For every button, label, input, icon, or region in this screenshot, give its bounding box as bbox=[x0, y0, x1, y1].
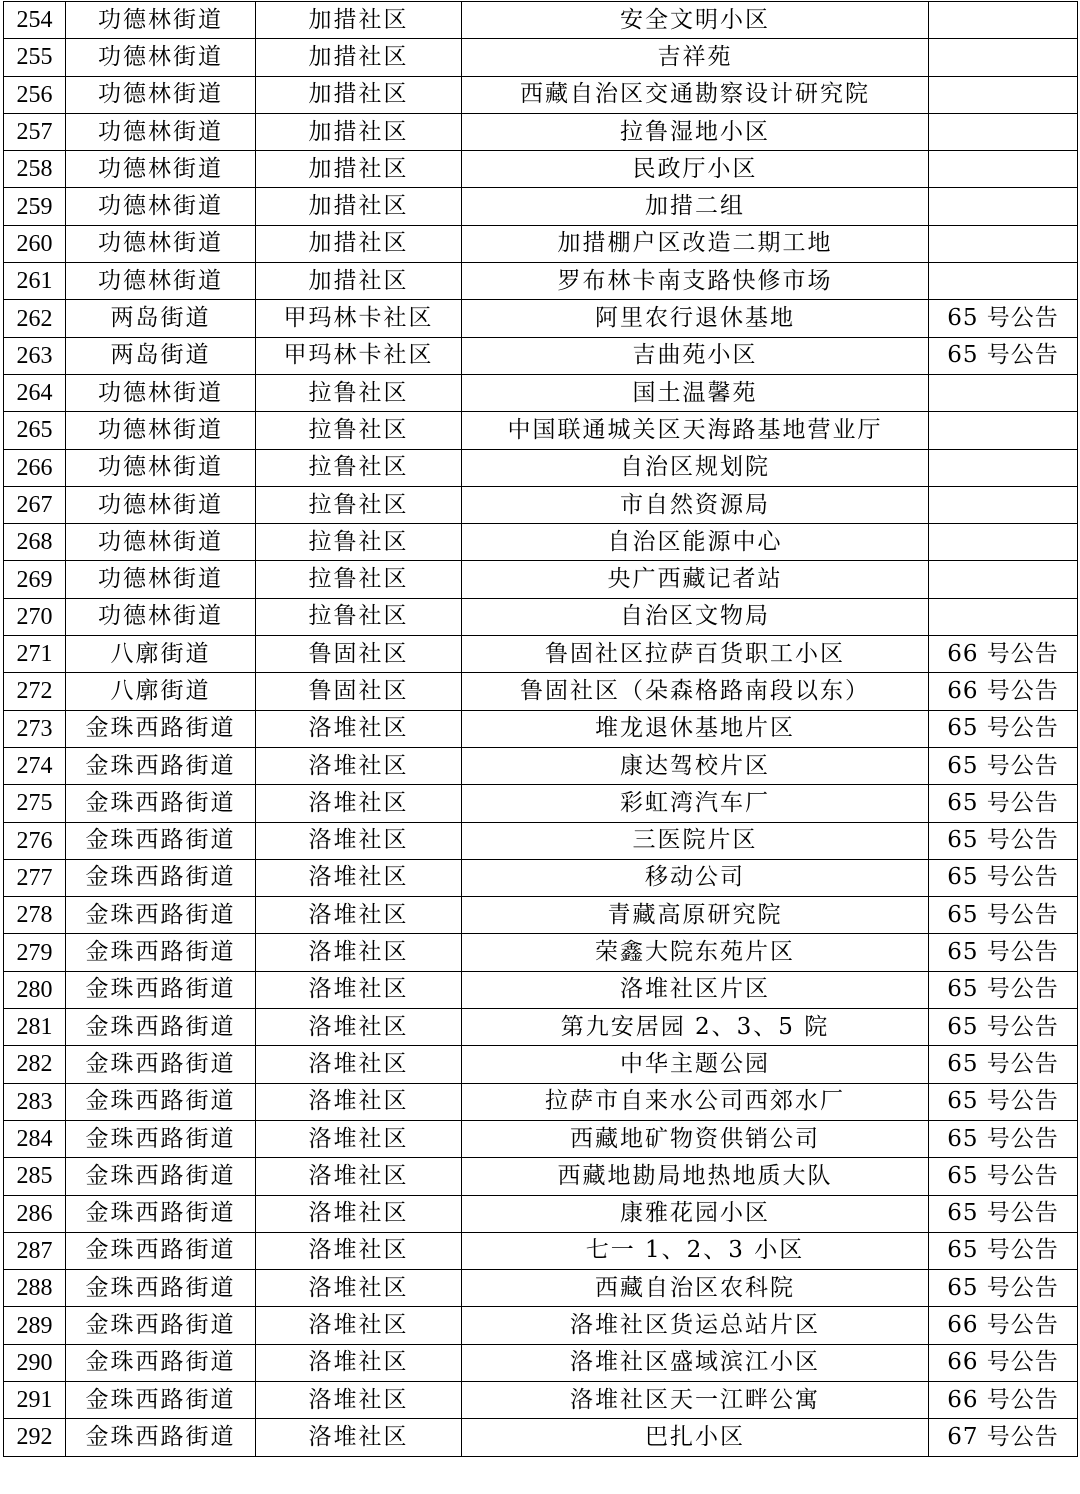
community-cell: 甲玛林卡社区 bbox=[256, 300, 462, 337]
street-cell: 功德林街道 bbox=[66, 374, 256, 411]
notice-cell bbox=[929, 188, 1078, 225]
notice-cell bbox=[929, 151, 1078, 188]
table-row bbox=[4, 1270, 1078, 1307]
row-number-cell: 284 bbox=[4, 1120, 66, 1157]
table-row bbox=[4, 1419, 1078, 1456]
row-number-cell: 254 bbox=[4, 2, 66, 39]
row-number-cell: 272 bbox=[4, 673, 66, 710]
place-cell: 彩虹湾汽车厂 bbox=[462, 785, 929, 822]
street-cell: 功德林街道 bbox=[66, 225, 256, 262]
notice-cell: 65 号公告 bbox=[929, 1046, 1078, 1083]
place-cell: 加措棚户区改造二期工地 bbox=[462, 225, 929, 262]
street-cell: 功德林街道 bbox=[66, 76, 256, 113]
place-cell: 国土温馨苑 bbox=[462, 374, 929, 411]
community-cell: 洛堆社区 bbox=[256, 897, 462, 934]
community-cell: 洛堆社区 bbox=[256, 1232, 462, 1269]
street-cell: 功德林街道 bbox=[66, 151, 256, 188]
row-number-cell: 270 bbox=[4, 598, 66, 635]
community-cell: 洛堆社区 bbox=[256, 1344, 462, 1381]
table-row bbox=[4, 113, 1078, 150]
street-cell: 金珠西路街道 bbox=[66, 747, 256, 784]
community-cell: 拉鲁社区 bbox=[256, 374, 462, 411]
row-number-cell: 271 bbox=[4, 636, 66, 673]
table-row bbox=[4, 598, 1078, 635]
notice-cell bbox=[929, 2, 1078, 39]
place-cell: 洛堆社区片区 bbox=[462, 971, 929, 1008]
row-number-cell: 266 bbox=[4, 449, 66, 486]
row-number-cell: 279 bbox=[4, 934, 66, 971]
table-row bbox=[4, 486, 1078, 523]
row-number-cell: 263 bbox=[4, 337, 66, 374]
row-number-cell: 291 bbox=[4, 1381, 66, 1418]
street-cell: 金珠西路街道 bbox=[66, 971, 256, 1008]
notice-cell: 66 号公告 bbox=[929, 1307, 1078, 1344]
table-row bbox=[4, 561, 1078, 598]
notice-cell: 65 号公告 bbox=[929, 1083, 1078, 1120]
table-row bbox=[4, 971, 1078, 1008]
notice-cell: 65 号公告 bbox=[929, 785, 1078, 822]
row-number-cell: 269 bbox=[4, 561, 66, 598]
community-cell: 洛堆社区 bbox=[256, 934, 462, 971]
notice-cell: 65 号公告 bbox=[929, 710, 1078, 747]
community-cell: 洛堆社区 bbox=[256, 1381, 462, 1418]
community-cell: 洛堆社区 bbox=[256, 1120, 462, 1157]
street-cell: 金珠西路街道 bbox=[66, 1232, 256, 1269]
table-row bbox=[4, 934, 1078, 971]
community-cell: 加措社区 bbox=[256, 39, 462, 76]
place-cell: 西藏地勘局地热地质大队 bbox=[462, 1158, 929, 1195]
place-cell: 自治区文物局 bbox=[462, 598, 929, 635]
street-cell: 金珠西路街道 bbox=[66, 1009, 256, 1046]
row-number-cell: 275 bbox=[4, 785, 66, 822]
community-cell: 洛堆社区 bbox=[256, 822, 462, 859]
street-cell: 金珠西路街道 bbox=[66, 1419, 256, 1456]
place-cell: 吉曲苑小区 bbox=[462, 337, 929, 374]
place-cell: 鲁固社区拉萨百货职工小区 bbox=[462, 636, 929, 673]
street-cell: 金珠西路街道 bbox=[66, 934, 256, 971]
table-row bbox=[4, 39, 1078, 76]
table-body bbox=[4, 2, 1078, 1457]
community-cell: 洛堆社区 bbox=[256, 859, 462, 896]
community-cell: 洛堆社区 bbox=[256, 1419, 462, 1456]
table-row bbox=[4, 1232, 1078, 1269]
table-row bbox=[4, 1120, 1078, 1157]
notice-cell: 65 号公告 bbox=[929, 859, 1078, 896]
place-cell: 安全文明小区 bbox=[462, 2, 929, 39]
community-cell: 加措社区 bbox=[256, 113, 462, 150]
notice-cell bbox=[929, 76, 1078, 113]
notice-cell: 67 号公告 bbox=[929, 1419, 1078, 1456]
street-cell: 金珠西路街道 bbox=[66, 710, 256, 747]
row-number-cell: 290 bbox=[4, 1344, 66, 1381]
table-row bbox=[4, 1083, 1078, 1120]
table-row bbox=[4, 1381, 1078, 1418]
street-cell: 功德林街道 bbox=[66, 2, 256, 39]
row-number-cell: 255 bbox=[4, 39, 66, 76]
table-row bbox=[4, 897, 1078, 934]
row-number-cell: 280 bbox=[4, 971, 66, 1008]
notice-cell: 65 号公告 bbox=[929, 934, 1078, 971]
place-cell: 洛堆社区盛域滨江小区 bbox=[462, 1344, 929, 1381]
table-row bbox=[4, 636, 1078, 673]
community-cell: 拉鲁社区 bbox=[256, 449, 462, 486]
table-row bbox=[4, 524, 1078, 561]
notice-cell bbox=[929, 225, 1078, 262]
street-cell: 金珠西路街道 bbox=[66, 1083, 256, 1120]
place-cell: 移动公司 bbox=[462, 859, 929, 896]
place-cell: 青藏高原研究院 bbox=[462, 897, 929, 934]
community-cell: 加措社区 bbox=[256, 263, 462, 300]
place-cell: 西藏自治区农科院 bbox=[462, 1270, 929, 1307]
row-number-cell: 262 bbox=[4, 300, 66, 337]
community-cell: 拉鲁社区 bbox=[256, 486, 462, 523]
table-row bbox=[4, 2, 1078, 39]
community-cell: 洛堆社区 bbox=[256, 1195, 462, 1232]
notice-cell bbox=[929, 113, 1078, 150]
notice-cell bbox=[929, 263, 1078, 300]
place-cell: 西藏地矿物资供销公司 bbox=[462, 1120, 929, 1157]
place-cell: 第九安居园 2、3、5 院 bbox=[462, 1009, 929, 1046]
row-number-cell: 267 bbox=[4, 486, 66, 523]
community-cell: 洛堆社区 bbox=[256, 1307, 462, 1344]
street-cell: 功德林街道 bbox=[66, 188, 256, 225]
place-cell: 堆龙退休基地片区 bbox=[462, 710, 929, 747]
table-row bbox=[4, 785, 1078, 822]
row-number-cell: 274 bbox=[4, 747, 66, 784]
street-cell: 功德林街道 bbox=[66, 113, 256, 150]
community-cell: 洛堆社区 bbox=[256, 1158, 462, 1195]
row-number-cell: 268 bbox=[4, 524, 66, 561]
place-cell: 洛堆社区货运总站片区 bbox=[462, 1307, 929, 1344]
place-cell: 加措二组 bbox=[462, 188, 929, 225]
table-row bbox=[4, 225, 1078, 262]
row-number-cell: 256 bbox=[4, 76, 66, 113]
row-number-cell: 289 bbox=[4, 1307, 66, 1344]
street-cell: 功德林街道 bbox=[66, 486, 256, 523]
street-cell: 金珠西路街道 bbox=[66, 1344, 256, 1381]
notice-cell: 66 号公告 bbox=[929, 1344, 1078, 1381]
community-cell: 加措社区 bbox=[256, 151, 462, 188]
table-row bbox=[4, 1307, 1078, 1344]
table-row bbox=[4, 859, 1078, 896]
street-cell: 金珠西路街道 bbox=[66, 785, 256, 822]
table-row bbox=[4, 747, 1078, 784]
community-cell: 鲁固社区 bbox=[256, 636, 462, 673]
row-number-cell: 286 bbox=[4, 1195, 66, 1232]
place-cell: 巴扎小区 bbox=[462, 1419, 929, 1456]
table-row bbox=[4, 300, 1078, 337]
notice-cell: 65 号公告 bbox=[929, 300, 1078, 337]
notice-cell bbox=[929, 486, 1078, 523]
place-cell: 七一 1、2、3 小区 bbox=[462, 1232, 929, 1269]
table-row bbox=[4, 1046, 1078, 1083]
street-cell: 功德林街道 bbox=[66, 561, 256, 598]
row-number-cell: 259 bbox=[4, 188, 66, 225]
place-cell: 中国联通城关区天海路基地营业厅 bbox=[462, 412, 929, 449]
notice-cell: 65 号公告 bbox=[929, 747, 1078, 784]
street-cell: 两岛街道 bbox=[66, 337, 256, 374]
notice-cell: 65 号公告 bbox=[929, 1158, 1078, 1195]
place-cell: 民政厅小区 bbox=[462, 151, 929, 188]
community-cell: 拉鲁社区 bbox=[256, 561, 462, 598]
community-cell: 拉鲁社区 bbox=[256, 598, 462, 635]
notice-cell: 65 号公告 bbox=[929, 337, 1078, 374]
notice-cell: 65 号公告 bbox=[929, 1270, 1078, 1307]
place-cell: 荣鑫大院东苑片区 bbox=[462, 934, 929, 971]
place-cell: 自治区能源中心 bbox=[462, 524, 929, 561]
place-cell: 拉萨市自来水公司西郊水厂 bbox=[462, 1083, 929, 1120]
table-row bbox=[4, 449, 1078, 486]
community-cell: 甲玛林卡社区 bbox=[256, 337, 462, 374]
street-cell: 金珠西路街道 bbox=[66, 859, 256, 896]
notice-cell: 65 号公告 bbox=[929, 1009, 1078, 1046]
notice-cell bbox=[929, 524, 1078, 561]
community-cell: 洛堆社区 bbox=[256, 1270, 462, 1307]
community-cell: 洛堆社区 bbox=[256, 710, 462, 747]
table-row bbox=[4, 263, 1078, 300]
street-cell: 功德林街道 bbox=[66, 39, 256, 76]
street-cell: 功德林街道 bbox=[66, 598, 256, 635]
place-cell: 市自然资源局 bbox=[462, 486, 929, 523]
community-cell: 拉鲁社区 bbox=[256, 524, 462, 561]
notice-cell bbox=[929, 561, 1078, 598]
place-cell: 洛堆社区天一江畔公寓 bbox=[462, 1381, 929, 1418]
street-cell: 两岛街道 bbox=[66, 300, 256, 337]
notice-cell bbox=[929, 449, 1078, 486]
community-cell: 加措社区 bbox=[256, 225, 462, 262]
street-cell: 八廓街道 bbox=[66, 636, 256, 673]
place-cell: 自治区规划院 bbox=[462, 449, 929, 486]
street-cell: 功德林街道 bbox=[66, 412, 256, 449]
street-cell: 金珠西路街道 bbox=[66, 1120, 256, 1157]
community-cell: 加措社区 bbox=[256, 2, 462, 39]
row-number-cell: 276 bbox=[4, 822, 66, 859]
table-row bbox=[4, 1344, 1078, 1381]
place-cell: 三医院片区 bbox=[462, 822, 929, 859]
place-cell: 康达驾校片区 bbox=[462, 747, 929, 784]
street-cell: 金珠西路街道 bbox=[66, 1270, 256, 1307]
table-row bbox=[4, 710, 1078, 747]
community-cell: 洛堆社区 bbox=[256, 1083, 462, 1120]
notice-cell: 66 号公告 bbox=[929, 636, 1078, 673]
table-row bbox=[4, 374, 1078, 411]
row-number-cell: 265 bbox=[4, 412, 66, 449]
document-page bbox=[3, 1, 1077, 1457]
community-cell: 加措社区 bbox=[256, 188, 462, 225]
community-cell: 洛堆社区 bbox=[256, 785, 462, 822]
place-cell: 康雅花园小区 bbox=[462, 1195, 929, 1232]
table-row bbox=[4, 188, 1078, 225]
notice-cell bbox=[929, 598, 1078, 635]
street-cell: 金珠西路街道 bbox=[66, 1381, 256, 1418]
row-number-cell: 283 bbox=[4, 1083, 66, 1120]
notice-cell: 65 号公告 bbox=[929, 971, 1078, 1008]
notice-cell: 65 号公告 bbox=[929, 822, 1078, 859]
table-row bbox=[4, 1195, 1078, 1232]
row-number-cell: 261 bbox=[4, 263, 66, 300]
row-number-cell: 277 bbox=[4, 859, 66, 896]
table-row bbox=[4, 412, 1078, 449]
community-cell: 拉鲁社区 bbox=[256, 412, 462, 449]
community-cell: 洛堆社区 bbox=[256, 1046, 462, 1083]
row-number-cell: 282 bbox=[4, 1046, 66, 1083]
street-cell: 金珠西路街道 bbox=[66, 1307, 256, 1344]
row-number-cell: 278 bbox=[4, 897, 66, 934]
table-row bbox=[4, 673, 1078, 710]
row-number-cell: 258 bbox=[4, 151, 66, 188]
notice-cell bbox=[929, 39, 1078, 76]
row-number-cell: 285 bbox=[4, 1158, 66, 1195]
notice-cell: 65 号公告 bbox=[929, 1232, 1078, 1269]
row-number-cell: 273 bbox=[4, 710, 66, 747]
notice-cell bbox=[929, 412, 1078, 449]
place-cell: 央广西藏记者站 bbox=[462, 561, 929, 598]
notice-cell: 65 号公告 bbox=[929, 1195, 1078, 1232]
place-cell: 西藏自治区交通勘察设计研究院 bbox=[462, 76, 929, 113]
table-row bbox=[4, 822, 1078, 859]
community-cell: 洛堆社区 bbox=[256, 971, 462, 1008]
table-row bbox=[4, 76, 1078, 113]
place-cell: 鲁固社区（朵森格路南段以东） bbox=[462, 673, 929, 710]
table-row bbox=[4, 151, 1078, 188]
street-cell: 金珠西路街道 bbox=[66, 1195, 256, 1232]
table-row bbox=[4, 1158, 1078, 1195]
street-cell: 金珠西路街道 bbox=[66, 897, 256, 934]
community-cell: 鲁固社区 bbox=[256, 673, 462, 710]
community-cell: 洛堆社区 bbox=[256, 747, 462, 784]
notice-cell bbox=[929, 374, 1078, 411]
place-cell: 阿里农行退休基地 bbox=[462, 300, 929, 337]
notice-cell: 65 号公告 bbox=[929, 1120, 1078, 1157]
row-number-cell: 287 bbox=[4, 1232, 66, 1269]
row-number-cell: 288 bbox=[4, 1270, 66, 1307]
place-cell: 罗布林卡南支路快修市场 bbox=[462, 263, 929, 300]
row-number-cell: 257 bbox=[4, 113, 66, 150]
street-cell: 金珠西路街道 bbox=[66, 1158, 256, 1195]
row-number-cell: 281 bbox=[4, 1009, 66, 1046]
row-number-cell: 260 bbox=[4, 225, 66, 262]
notice-cell: 66 号公告 bbox=[929, 1381, 1078, 1418]
table-row bbox=[4, 1009, 1078, 1046]
community-cell: 洛堆社区 bbox=[256, 1009, 462, 1046]
street-cell: 金珠西路街道 bbox=[66, 1046, 256, 1083]
place-cell: 吉祥苑 bbox=[462, 39, 929, 76]
place-cell: 拉鲁湿地小区 bbox=[462, 113, 929, 150]
row-number-cell: 292 bbox=[4, 1419, 66, 1456]
area-list-table bbox=[3, 1, 1078, 1457]
notice-cell: 66 号公告 bbox=[929, 673, 1078, 710]
street-cell: 八廓街道 bbox=[66, 673, 256, 710]
street-cell: 功德林街道 bbox=[66, 263, 256, 300]
street-cell: 金珠西路街道 bbox=[66, 822, 256, 859]
community-cell: 加措社区 bbox=[256, 76, 462, 113]
place-cell: 中华主题公园 bbox=[462, 1046, 929, 1083]
table-row bbox=[4, 337, 1078, 374]
street-cell: 功德林街道 bbox=[66, 524, 256, 561]
street-cell: 功德林街道 bbox=[66, 449, 256, 486]
notice-cell: 65 号公告 bbox=[929, 897, 1078, 934]
row-number-cell: 264 bbox=[4, 374, 66, 411]
